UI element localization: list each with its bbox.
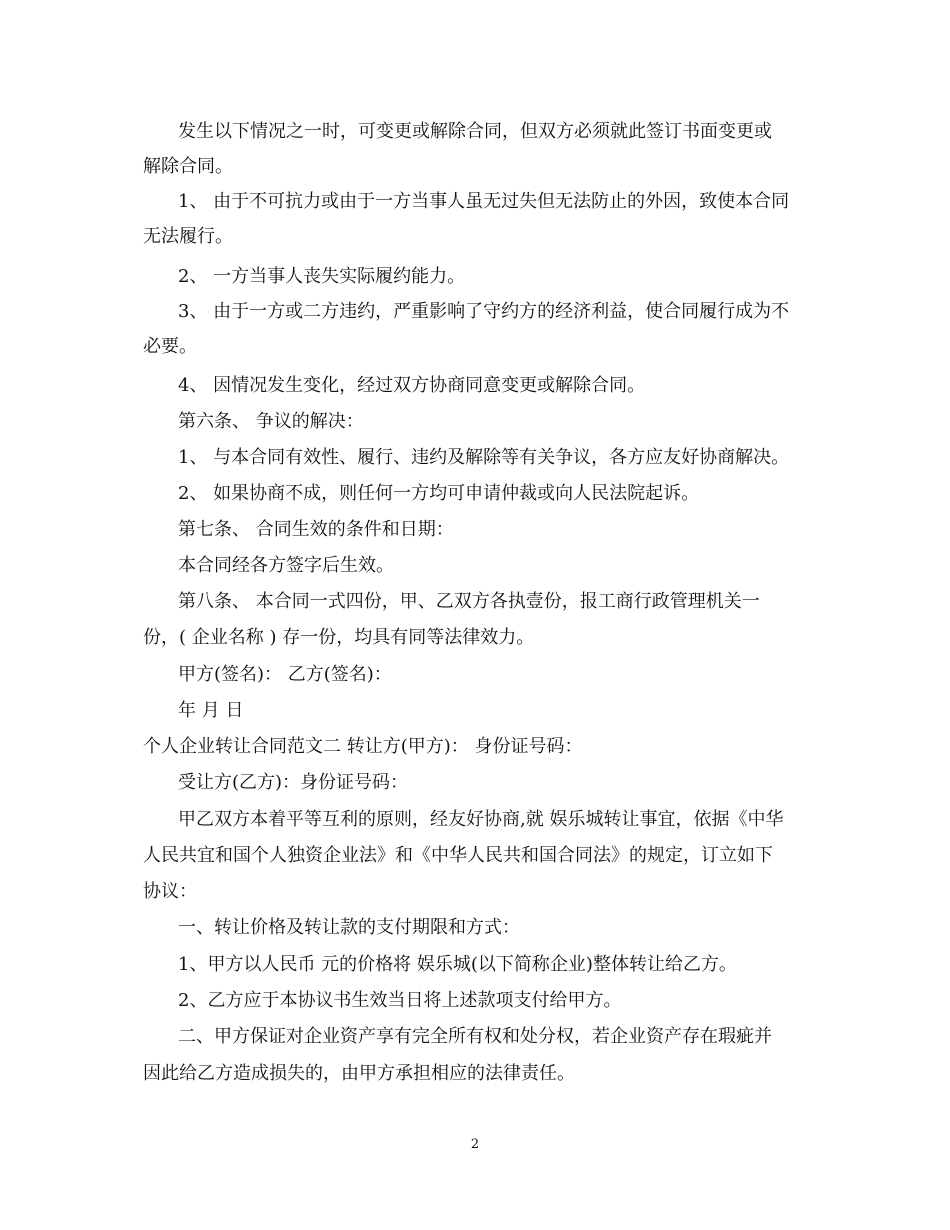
page-number: 2 [470, 1137, 480, 1152]
paragraph-line: 受让方(乙方)：身份证号码： [178, 772, 409, 793]
paragraph-line: 1、 由于不可抗力或由于一方当事人虽无过失但无法防止的外因，致使本合同 [178, 191, 790, 212]
paragraph-line: 2、 如果协商不成，则任何一方均可申请仲裁或向人民法院起诉。 [178, 483, 700, 504]
paragraph-line: 本合同经各方签字后生效。 [178, 555, 394, 576]
date-line: 年 月 日 [178, 700, 244, 721]
paragraph-line: 二、甲方保证对企业资产享有完全所有权和处分权，若企业资产存在瑕疵并 [178, 1026, 772, 1047]
paragraph-line: 第八条、 本合同一式四份，甲、乙双方各执壹份，报工商行政管理机关一 [178, 591, 760, 612]
paragraph-line: 必要。 [143, 336, 197, 357]
paragraph-line: 协议： [143, 881, 197, 902]
signature-line: 甲方(签名)： 乙方(签名)： [178, 664, 392, 685]
section-heading: 第六条、 争议的解决： [178, 411, 364, 432]
paragraph-line: 人民共宜和国个人独资企业法》和《中华人民共和国合同法》的规定，订立如下 [143, 845, 773, 866]
paragraph-line: 2、 一方当事人丧失实际履约能力。 [178, 266, 466, 287]
paragraph-line: 份，( 企业名称 ) 存一份，均具有同等法律效力。 [143, 627, 535, 648]
paragraph-line: 4、 因情况发生变化，经过双方协商同意变更或解除合同。 [178, 375, 646, 396]
paragraph-line: 1、 与本合同有效性、履行、违约及解除等有关争议，各方应友好协商解决。 [178, 447, 790, 468]
paragraph-line: 无法履行。 [143, 226, 233, 247]
paragraph-line: 2、乙方应于本协议书生效当日将上述款项支付给甲方。 [178, 990, 622, 1011]
paragraph-line: 一、转让价格及转让款的支付期限和方式： [178, 917, 520, 938]
paragraph-line: 1、甲方以人民币 元的价格将 娱乐城(以下简称企业)整体转让给乙方。 [178, 954, 737, 975]
paragraph-line: 因此给乙方造成损失的，由甲方承担相应的法律责任。 [143, 1063, 575, 1084]
paragraph-line: 个人企业转让合同范文二 转让方(甲方)： 身份证号码： [143, 736, 583, 757]
section-heading: 第七条、 合同生效的条件和日期： [178, 519, 454, 540]
paragraph-line: 3、 由于一方或二方违约，严重影响了守约方的经济利益，使合同履行成为不 [178, 301, 790, 322]
paragraph-line: 发生以下情况之一时，可变更或解除合同，但双方必须就此签订书面变更或 [178, 121, 772, 142]
paragraph-line: 解除合同。 [143, 156, 233, 177]
paragraph-line: 甲乙双方本着平等互利的原则，经友好协商,就 娱乐城转让事宜，依据《中华 [178, 809, 784, 830]
